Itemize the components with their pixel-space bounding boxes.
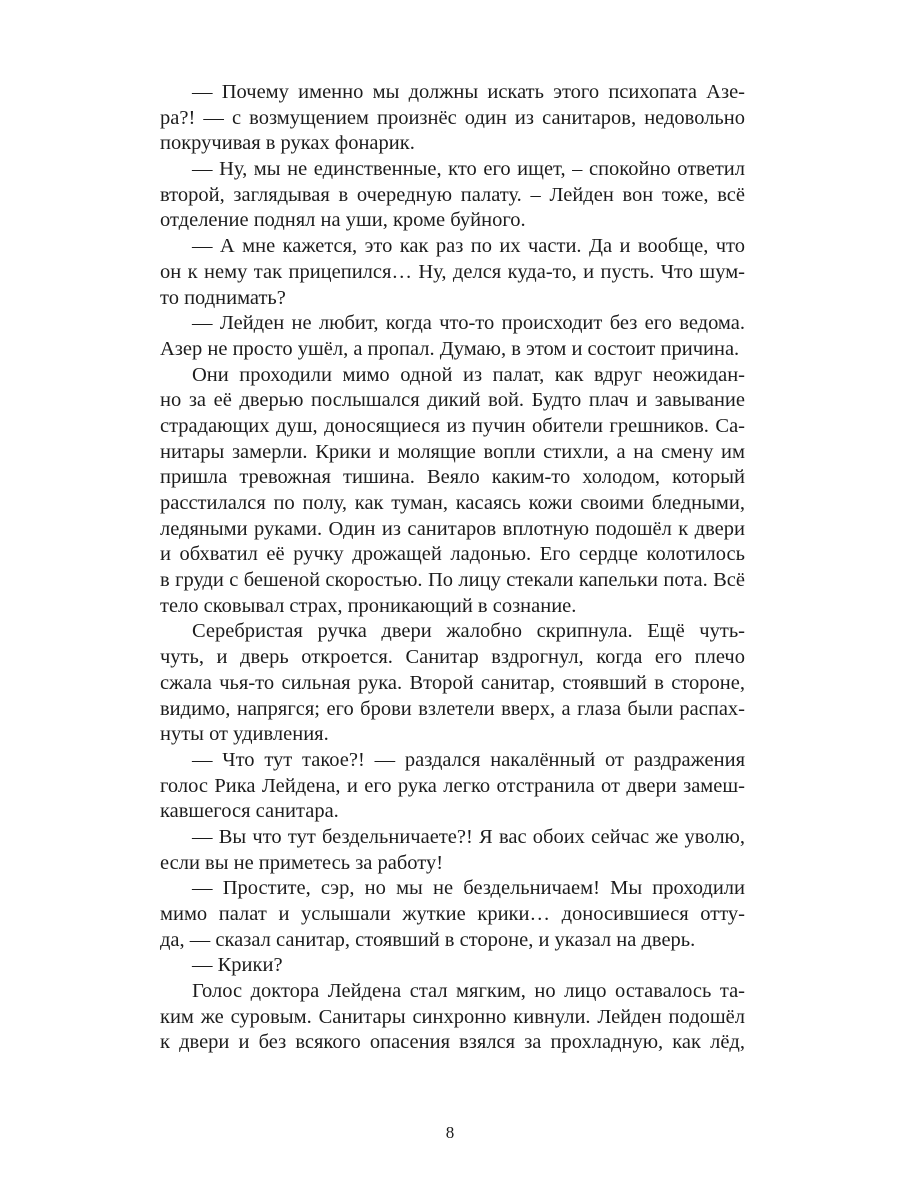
text-line: — Что тут такое?! — раздался накалённый от раздражения [192, 748, 745, 771]
text-line: но за её дверью послышался дикий вой. Будто плач и завывание [160, 389, 745, 412]
text-line: видимо, напрягся; его брови взлетели вверх, а глаза были распах- [160, 697, 745, 720]
text-line: Голос доктора Лейдена стал мягким, но лицо оставалось та- [192, 980, 745, 1003]
text-line: то поднимать? [160, 286, 286, 309]
text-line: покручивая в руках фонарик. [160, 132, 415, 155]
text-line: ра?! — с возмущением произнёс один из санитаров, недовольно [160, 106, 745, 129]
text-line: он к нему так прицепился… Ну, делся куда-то, и пусть. Что шум- [160, 260, 745, 283]
text-line: голос Рика Лейдена, и его рука легко отстранила от двери замеш- [160, 774, 745, 797]
text-line: — Вы что тут бездельничаете?! Я вас обоих сейчас же уволю, [192, 825, 745, 848]
text-line: нуты от удивления. [160, 723, 329, 746]
text-line: ким же суровым. Санитары синхронно кивнули. Лейден подошёл [160, 1005, 745, 1028]
text-line: чуть, и дверь откроется. Санитар вздрогнул, когда его плечо [160, 646, 745, 669]
text-line: мимо палат и услышали жуткие крики… доносившиеся отту- [160, 903, 745, 925]
text-line: тело сковывал страх, проникающий в сознание. [160, 594, 577, 617]
text-line: пришла тревожная тишина. Веяло каким-то холодом, который [160, 466, 745, 489]
text-line: — Крики? [192, 954, 283, 977]
text-line: — А мне кажется, это как раз по их части. Да и вообще, что [192, 235, 745, 258]
text-line: — Лейден не любит, когда что-то происходит без его ведома. [192, 312, 745, 335]
text-line: расстилался по полу, как туман, касаясь кожи своими бледными, [160, 492, 745, 514]
text-line: если вы не приметесь за работу! [160, 851, 444, 874]
text-line: ледяными руками. Один из санитаров вплотную подошёл к двери [160, 517, 745, 540]
text-line: — Почему именно мы должны искать этого психопата Азе- [192, 81, 745, 103]
text-line: кавшегося санитара. [160, 800, 339, 823]
text-line: к двери и без всякого опасения взялся за прохладную, как лёд, [160, 1031, 745, 1054]
text-line: нитары замерли. Крики и молящие вопли стихли, а на смену им [160, 440, 745, 463]
text-line: сжала чья-то сильная рука. Второй санитар, стоявший в стороне, [160, 671, 745, 694]
text-line: Азер не просто ушёл, а пропал. Думаю, в этом и состоит причина. [160, 337, 740, 360]
body-text [160, 80, 745, 1056]
text-line: отделение поднял на уши, кроме буйного. [160, 209, 526, 232]
text-line: — Ну, мы не единственные, кто его ищет, – спокойно ответил [192, 158, 745, 181]
page-number: 8 [445, 1123, 455, 1142]
text-line: Они проходили мимо одной из палат, как вдруг неожидан- [192, 363, 745, 386]
text-line: в груди с бешеной скоростью. По лицу стекали капельки пота. Всё [160, 569, 745, 592]
text-line: страдающих душ, доносящиеся из пучин обители грешников. Са- [160, 414, 745, 437]
text-line: да, — сказал санитар, стоявший в стороне, и указал на дверь. [160, 928, 696, 951]
text-line: Серебристая ручка двери жалобно скрипнула. Ещё чуть- [192, 620, 745, 643]
text-line: второй, заглядывая в очередную палату. – Лейден вон тоже, всё [160, 183, 745, 206]
text-line: — Простите, сэр, но мы не бездельничаем! Мы проходили [192, 877, 745, 900]
text-line: и обхватил её ручку дрожащей ладонью. Его сердце колотилось [160, 543, 745, 566]
